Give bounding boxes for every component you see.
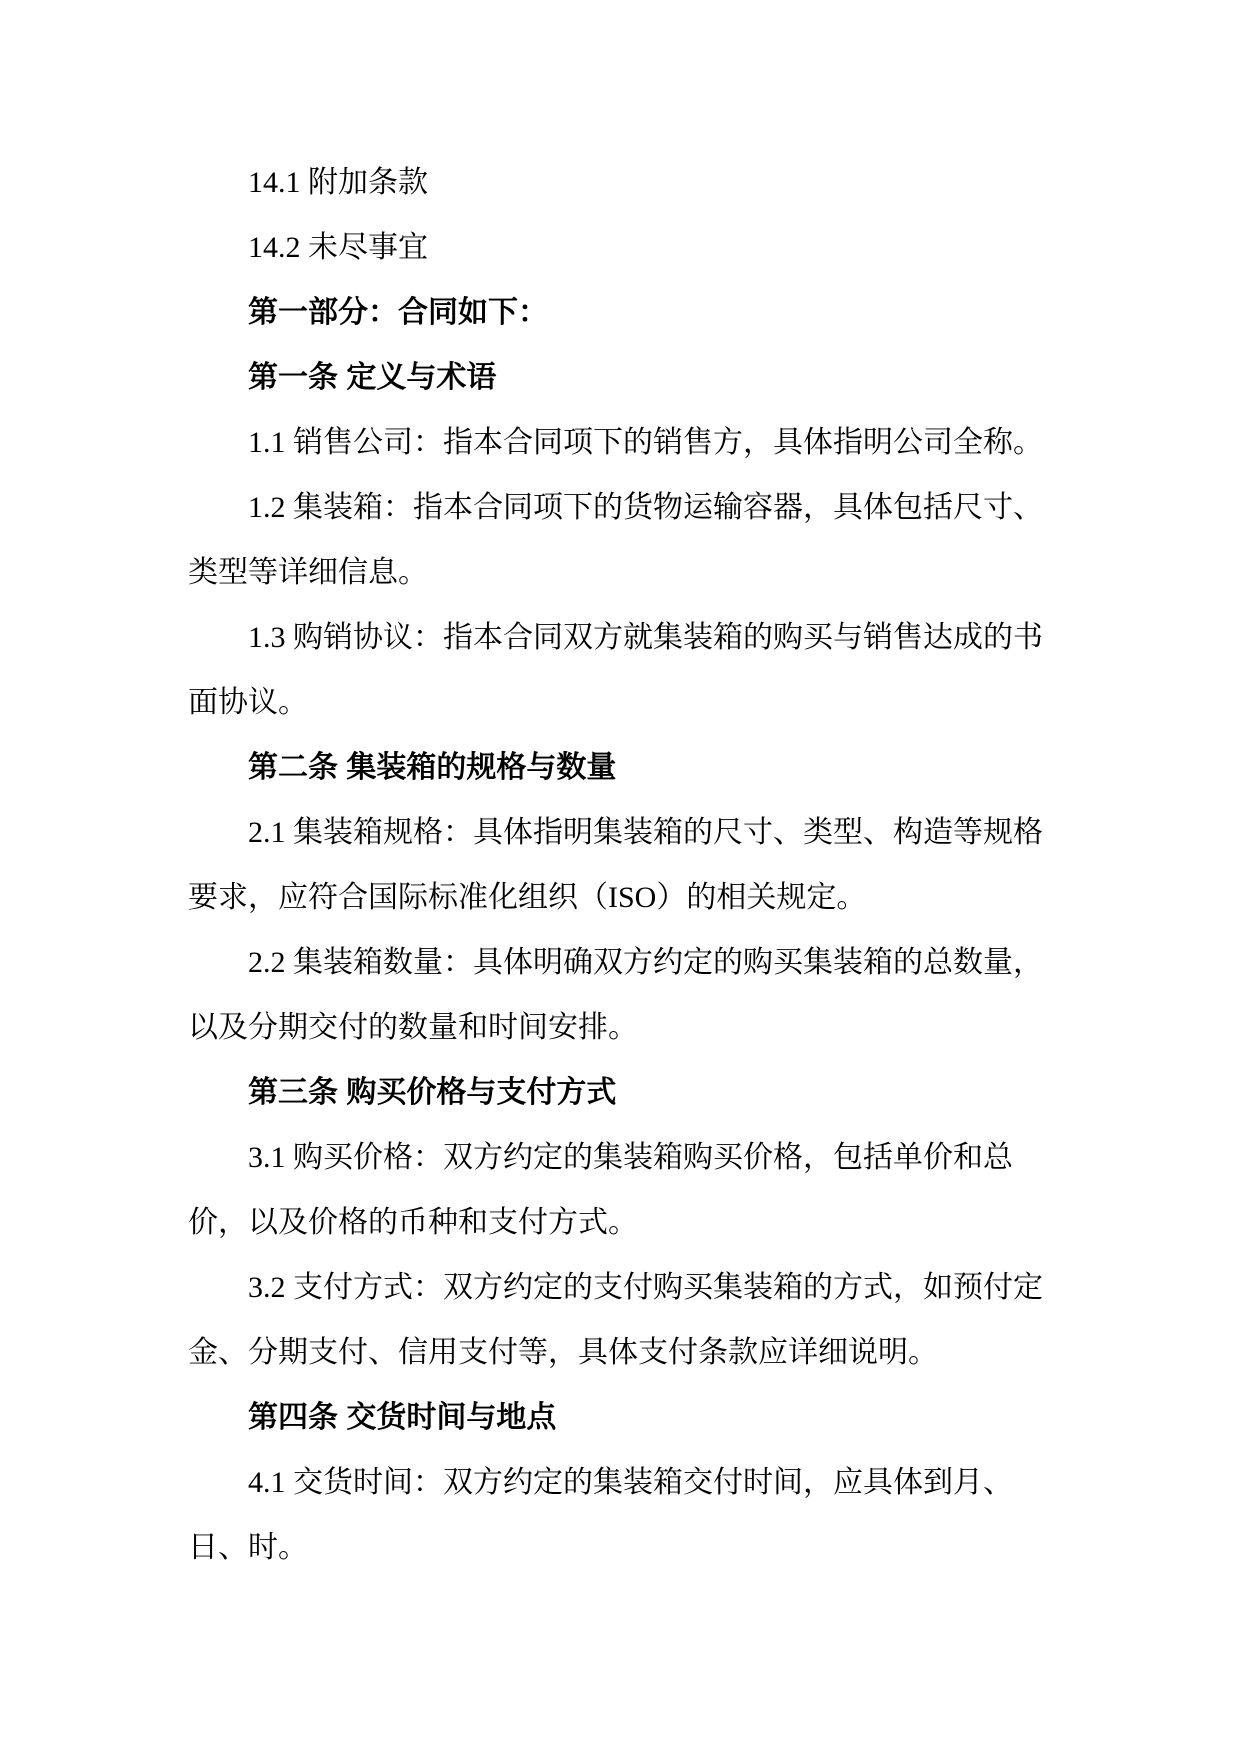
body-text-line: 14.1 附加条款 bbox=[248, 166, 428, 199]
body-text-line: 1.2 集装箱：指本合同项下的货物运输容器，具体包括尺寸、 bbox=[248, 491, 1043, 524]
body-text-line: 类型等详细信息。 bbox=[188, 556, 428, 589]
body-text-line: 2.2 集装箱数量：具体明确双方约定的购买集装箱的总数量， bbox=[248, 946, 1043, 979]
body-text-line: 日、时。 bbox=[188, 1531, 308, 1564]
body-text-line: 2.1 集装箱规格：具体指明集装箱的尺寸、类型、构造等规格 bbox=[248, 816, 1043, 849]
heading-line: 第一部分：合同如下： bbox=[248, 296, 548, 329]
body-text-line: 面协议。 bbox=[188, 686, 308, 719]
body-text-line: 1.3 购销协议：指本合同双方就集装箱的购买与销售达成的书 bbox=[248, 621, 1043, 654]
document-body bbox=[188, 150, 1058, 1580]
body-text-line: 3.1 购买价格：双方约定的集装箱购买价格，包括单价和总 bbox=[248, 1141, 1013, 1174]
body-text-line: 4.1 交货时间：双方约定的集装箱交付时间，应具体到月、 bbox=[248, 1466, 1013, 1499]
body-text-line: 3.2 支付方式：双方约定的支付购买集装箱的方式，如预付定 bbox=[248, 1271, 1043, 1304]
heading-line: 第四条 交货时间与地点 bbox=[248, 1401, 557, 1434]
body-text-line: 价，以及价格的币种和支付方式。 bbox=[188, 1206, 638, 1239]
body-text-line: 金、分期支付、信用支付等，具体支付条款应详细说明。 bbox=[188, 1336, 938, 1369]
body-text-line: 14.2 未尽事宜 bbox=[248, 231, 428, 264]
body-text-line: 1.1 销售公司：指本合同项下的销售方，具体指明公司全称。 bbox=[248, 426, 1043, 459]
heading-line: 第一条 定义与术语 bbox=[248, 361, 497, 394]
heading-line: 第二条 集装箱的规格与数量 bbox=[248, 751, 617, 784]
heading-line: 第三条 购买价格与支付方式 bbox=[248, 1076, 617, 1109]
body-text-line: 以及分期交付的数量和时间安排。 bbox=[188, 1011, 638, 1044]
body-text-line: 要求，应符合国际标准化组织（ISO）的相关规定。 bbox=[188, 881, 867, 914]
